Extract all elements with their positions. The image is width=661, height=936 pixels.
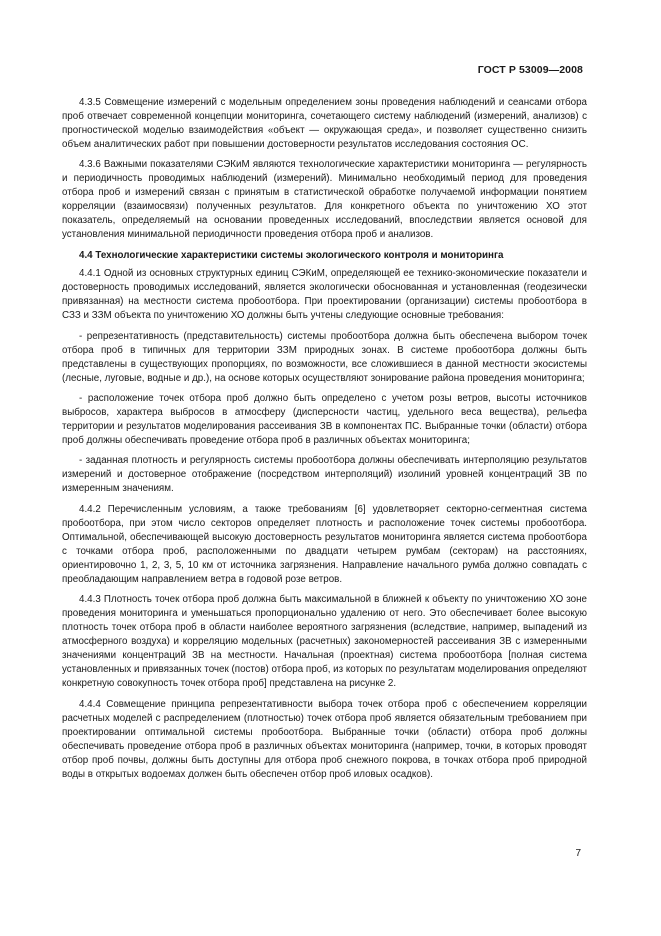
paragraph-4-4-1: 4.4.1 Одной из основных структурных единиц СЭКиМ, определяющей ее технико-экономические показатели и достоверность проводимых исследований, является экологически обоснованная и установленная (геодезически привязанная) на местности система пробоотбора. При проектировании (организации) системы пробоотбора в СЗЗ и ЗЗМ объекта по уничтожению ХО должны быть учтены следующие основные требования: [62, 268, 587, 322]
list-item-point-location: - расположение точек отбора проб должно быть определено с учетом розы ветров, высоты источников выбросов, характера выбросов в атмосферу (дисперсности частиц, удельного веса вещества), рельефа территории и результатов моделирования рассеивания ЗВ в компонентах ПС. Выбранные точки (области) отбора проб должны обеспечивать проведение отбора проб в различных объектах мониторинга; [62, 393, 587, 447]
section-heading-4-4: 4.4 Технологические характеристики системы экологического контроля и мониторинга [79, 249, 504, 261]
paragraph-4-4-2: 4.4.2 Перечисленным условиям, а также требованиям [6] удовлетворяет секторно-сегментная система пробоотбора, при этом число секторов определяет плотность и расположение точек системы пробоотбора. Оптимальной, обеспечивающей высокую достоверность результатов мониторинга является система пробоотбора с точками отбора проб, расположенными по двадцати четырем румбам (секторам) на расстояниях, ориентировочно 1, 2, 3, 5, 10 км от источника загрязнения. Направление начального румба должно совпадать с преобладающим направлением ветра в годовой розе ветров. [62, 503, 587, 585]
list-item-representativeness: - репрезентативность (представительность) системы пробоотбора должна быть обеспечена выбором точек отбора проб в типичных для территории ЗЗМ природных зонах. В системе пробоотбора должны быть представлены в существующих пропорциях, по возможности, все сложившиеся в данной местности экосистемы (лесные, луговые, водные и др.), на основе которых осуществляют зонирование района проведения мониторинга; [62, 330, 587, 384]
paragraph-4-4-3: 4.4.3 Плотность точек отбора проб должна быть максимальной в ближней к объекту по уничтожению ХО зоне проведения мониторинга и уменьшаться пропорционально удалению от него. Это обеспечивает более высокую плотность точек отбора проб в области наиболее вероятного загрязнения (вследствие, например, выпадений из атмосферного воздуха) и корреляцию модельных (расчетных) закономерностей рассеивания ЗВ с измеренными значениями концентраций ЗВ на местности. Начальная (проектная) система пробоотбора [полная система установленных и привязанных точек (постов) отбора проб, из которых по результатам моделирования определяют конкретную совокупность точек отбора проб] представлена на рисунке 2. [62, 594, 587, 690]
paragraph-4-3-6: 4.3.6 Важными показателями СЭКиМ являются технологические характеристики мониторинга — регулярность и периодичность проводимых наблюдений (измерений). Минимально необходимый период для проведения отбора проб и измерений связан с принятым в статистической обработке получаемой информации понятием корреляции (взаимосвязи) полученных результатов. Для конкретного объекта по уничтожению ХО этот показатель, определяемый на основании проведенных исследований, впоследствии является основой для установления минимальной периодичности проведения отбора проб и анализов. [62, 159, 587, 241]
document-body [62, 96, 587, 788]
paragraph-4-3-5: 4.3.5 Совмещение измерений с модельным определением зоны проведения наблюдений и сеансами отбора проб отвечает современной концепции мониторинга, сочетающего систему наблюдений (измерений, анализов) с прогностической моделью взаимодействия «объект — окружающая среда», и позволяет существенно снизить объем аналитических работ при повышении достоверности результатов исследования состояния ОС. [62, 97, 587, 150]
document-code: ГОСТ Р 53009—2008 [477, 64, 583, 76]
page-number: 7 [575, 848, 581, 859]
list-item-density: - заданная плотность и регулярность системы пробоотбора должны обеспечивать интерполяцию результатов измерений и достоверное отображение (посредством интерполяций) изолиний уровней концентраций ЗВ по измеренным значениям. [62, 455, 587, 495]
paragraph-4-4-4: 4.4.4 Совмещение принципа репрезентативности выбора точек отбора проб с обеспечением корреляции расчетных моделей с распределением (плотностью) точек отбора проб является обязательным требованием при проектировании оптимальной системы пробоотбора. Выбранные точки (области) отбора проб должны обеспечивать проведение отбора проб в различных объектах мониторинга (например, точки, в которых проводят отбор проб почвы, должны быть доступны для отбора проб снежного покрова, в точках отбора проб природной воды в открытых водоемах должен быть обеспечен отбор проб иловых осадков). [62, 698, 587, 780]
